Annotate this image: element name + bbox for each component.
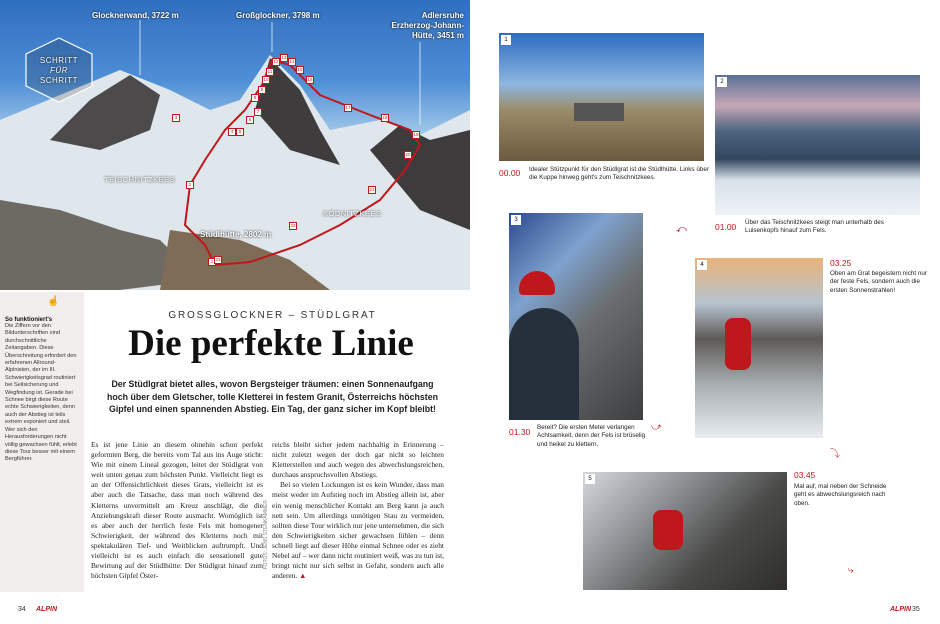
route-marker: 11 [267,69,273,74]
step-2-caption: Über das Teischnitzkees steigt man unterhalb des Luisenkopfs hinauf zum Fels. [745,219,884,235]
step-3-time: 01.30 [509,427,531,437]
peak-label-glocknerwand: Glocknerwand, 3722 m [92,11,179,20]
end-mark-icon: ▲ [299,571,307,581]
route-marker: 13 [281,55,287,60]
climber-shape [509,308,579,420]
region-label-teischnitzkees: TEISCHNITZKEES [104,175,176,184]
route-markers [0,0,470,290]
region-label-koednitzkees: KÖDNITZKEES [323,209,382,218]
adlersruhe-line-1: Adlersruhe [421,11,464,20]
pointer-hand-icon: ☝ [47,296,60,307]
route-marker: 4 [228,128,236,136]
column-2-paragraph-2-text: Bei so vielen Lockungen ist es kein Wunder, dass man meist weder im Aufstieg noch im Abstieg allein ist, aber ein wenig menschlicher Kontakt am Berg kann ja auch nett sein. Um allerdings unnötigen Stau zu vermeiden, sollten diese Tour wirklich nur jene unternehmen, die sich den Schwierigkeiten sicher gewachsen fühlen – denn schnell liegt auf dieser Höhe einmal Schnee oder es zieht Nebel auf – wer dann nicht routiniert weiß, was zu tun ist, bringt nicht nur sich selbst in Gefahr, sondern auch alle anderen. [272,480,444,581]
hut-shape [574,103,624,121]
article-column-1: Es ist jene Linie an diesem ohnehin schon perfekt geformten Berg, die bereits vom Tal aus ins Auge sticht: Wie mit einem Lineal gezogen, leitet der Stüdlgrat von weit unten genau zum höchsten Punkt. Vielleicht liegt es an der Offensichtlichkeit dieses Grats, vielleicht ist es aber auch die Tatsache, dass man noch während des Kletterns unvermittelt am Kreuz anschlägt, die die Anziehungskraft dieser Route ausmacht. Womöglich ist es aber auch der herrlich feste Fels mit homogener Schwierigkeit, der während des Kletterns noch mit spektakulären Tief- und Weitblicken auftrumpft. Und vielleicht ist es auch einfach die sensationell gute Bewirtung auf der Stüdlhütte: Der Stüdlgrat hinauf zum höchsten Gipfel Öster- [91,440,263,581]
route-marker: 8 [251,94,259,102]
route-marker: 6 [246,116,254,124]
curved-arrow-icon: ⤵ [830,449,840,460]
route-marker: 2 [186,181,194,189]
brand-logo-left: ALPIN [36,606,57,613]
step-4-number: 4 [697,260,707,270]
adlersruhe-line-2: Erzherzog-Johann- [391,21,464,30]
column-2-paragraph-2 [272,480,444,581]
step-5-caption: Mal auf, mal neben der Schneide geht es abwechslungsreich nach oben. [794,483,887,507]
route-marker: 17 [345,105,351,110]
page-number-right: 35 [912,606,920,613]
step-5-photo [583,472,787,590]
route-marker: 23 [215,257,221,262]
hut-label: Stüdlhütte, 2802 m [200,230,272,239]
step-3-number: 3 [511,215,521,225]
step-3-photo [509,213,643,420]
page-number-left: 34 [18,606,26,613]
route-marker: 1 [208,258,216,266]
step-4-photo [695,258,823,438]
info-sidebar [0,292,84,592]
adlersruhe-line-3: Hütte, 3451 m [411,31,464,40]
article-title: Die perfekte Linie [128,323,414,364]
climber-shape [653,510,683,550]
sidebar-heading: So funktioniert's [5,317,53,323]
article-column-2 [272,440,444,581]
column-2-paragraph-1: reichs bleibt sicher jedem nachhaltig in Erinnerung – nicht zuletzt wegen der doch gar nicht so leichten Kletterstellen und auch wegen des abwechslungsreichen, durchaus anspruchsvollen Abstiegs. [272,440,444,480]
step-2-number: 2 [717,77,727,87]
step-3-caption: Bereit? Die ersten Meter verlangen Achtsamkeit, denn der Fels ist brüselig und heikel zu klettern. [537,424,646,448]
route-marker: 16 [307,77,313,82]
route-marker: 20 [405,152,411,157]
helmet-shape [519,271,555,295]
route-marker: 21 [369,187,375,192]
article-lead: Der Stüdlgrat bietet alles, wovon Bergsteiger träumen: einen Sonnenaufgang hoch über dem Gletscher, tolle Kletterei in festem Granit, Österreichs höchsten Gipfel und einen spannenden Abstieg. Ein Tag, der ganz sicher im Kopf bleibt! [107,379,438,414]
badge-line-3: SCHRITT [39,76,79,85]
step-2-time: 01.00 [715,222,737,232]
curved-arrow-icon: ⤻ [651,422,662,433]
step-2-photo [715,75,920,215]
route-marker: 22 [290,223,296,228]
route-marker: 19 [413,132,419,137]
step-1-caption: Idealer Stützpunkt für den Stüdlgrat ist die Stüdlhütte. Links über die Kuppe hinweg geht's zum Teischnitzkees. [529,166,709,182]
climber-shape [725,318,751,370]
route-marker: 10 [263,77,269,82]
route-marker: 14 [289,59,295,64]
step-4-caption: Oben am Grat begeistern nicht nur der feste Fels, sondern auch die ersten Sonnenstrahlen! [830,270,927,294]
brand-logo-right: ALPIN [890,606,911,613]
step-5-time: 03.45 [794,470,816,480]
curved-arrow-icon: ⤺ [676,224,687,235]
badge-line-2: FÜR [50,66,68,75]
step-4-time: 03.25 [830,258,852,268]
route-marker: 5 [236,128,244,136]
step-5-number: 5 [585,474,595,484]
step-1-time: 00.00 [499,168,521,178]
step-1-photo [499,33,704,161]
route-marker: 9 [258,86,266,94]
route-marker: 7 [254,108,262,116]
step-1-number: 1 [501,35,511,45]
sidebar-text: Die Ziffern vor den Bildunterschriften sind durchschnittliche Zeitangaben. Diese Überschreitung erfordert den erfahrenen Allround-Alpinisten, der im III. Schwierigkeitsgrad routiniert bei Seilsicherung und Wegfindung ist. Gerade bei Schnee birgt diese Route echte Schwierigkeiten, denn auch der Abstieg ist teils extrem exponiert und steil. Wer sich den Herausforderungen nicht völlig gewachsen fühlt, erlebt diese Tour besser mit einem Bergführer. [5,323,77,463]
route-marker: 18 [382,115,388,120]
badge-line-1: SCHRITT [39,56,79,65]
route-marker: 3 [172,114,180,122]
route-marker: 15 [297,67,303,72]
route-marker: 12 [273,59,279,64]
article-kicker: GROSSGLOCKNER – STÜDLGRAT [168,310,377,321]
curved-arrow-icon: ⤷ [848,565,854,576]
photo-credit: FOTOS: JENS STENKAMMER [263,500,269,570]
peak-label-grossglockner: Großglockner, 3798 m [236,11,320,20]
